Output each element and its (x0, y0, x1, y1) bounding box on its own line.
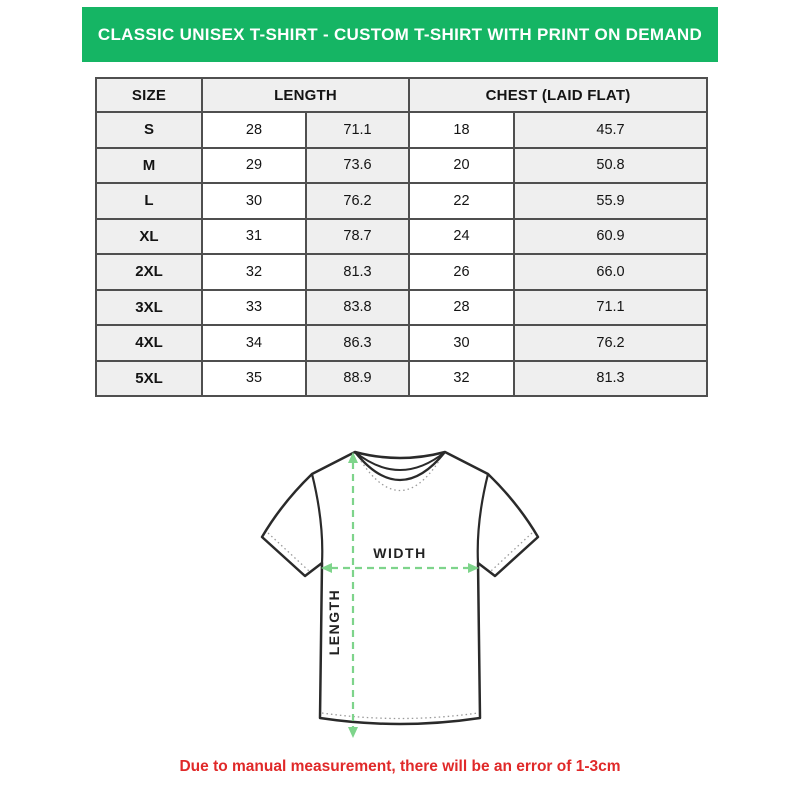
size-cell-length_in: 31 (202, 219, 306, 255)
size-cell-length_cm: 73.6 (306, 148, 409, 184)
size-cell-length_in: 32 (202, 254, 306, 290)
size-cell-chest_in: 32 (409, 361, 514, 397)
size-cell-size: 5XL (96, 361, 202, 397)
size-cell-length_cm: 83.8 (306, 290, 409, 326)
size-cell-chest_in: 22 (409, 183, 514, 219)
size-cell-length_cm: 71.1 (306, 112, 409, 148)
size-row (96, 148, 707, 184)
size-table-header-row (96, 78, 707, 112)
size-row (96, 290, 707, 326)
size-row (96, 361, 707, 397)
size-row (96, 183, 707, 219)
size-cell-size: L (96, 183, 202, 219)
size-cell-size: 4XL (96, 325, 202, 361)
size-cell-size: XL (96, 219, 202, 255)
col-header-length: LENGTH (202, 78, 409, 112)
size-cell-chest_in: 26 (409, 254, 514, 290)
size-cell-size: S (96, 112, 202, 148)
size-row (96, 219, 707, 255)
size-row (96, 254, 707, 290)
size-table (95, 77, 708, 397)
size-cell-chest_cm: 45.7 (514, 112, 707, 148)
size-cell-chest_in: 30 (409, 325, 514, 361)
col-header-size: SIZE (96, 78, 202, 112)
size-cell-chest_in: 20 (409, 148, 514, 184)
size-cell-length_in: 29 (202, 148, 306, 184)
size-cell-length_cm: 86.3 (306, 325, 409, 361)
page-title: CLASSIC UNISEX T-SHIRT - CUSTOM T-SHIRT WITH PRINT ON DEMAND (97, 24, 703, 44)
length-label: LENGTH (326, 588, 342, 656)
title-banner (82, 7, 718, 62)
size-table-body (96, 112, 707, 396)
size-cell-length_cm: 76.2 (306, 183, 409, 219)
size-cell-length_cm: 78.7 (306, 219, 409, 255)
size-cell-length_cm: 88.9 (306, 361, 409, 397)
size-cell-length_in: 35 (202, 361, 306, 397)
size-cell-chest_in: 28 (409, 290, 514, 326)
size-cell-chest_cm: 81.3 (514, 361, 707, 397)
tshirt-outline (262, 452, 538, 724)
size-row (96, 325, 707, 361)
size-cell-chest_cm: 76.2 (514, 325, 707, 361)
size-cell-chest_in: 18 (409, 112, 514, 148)
size-row (96, 112, 707, 148)
size-cell-chest_cm: 71.1 (514, 290, 707, 326)
size-cell-chest_cm: 55.9 (514, 183, 707, 219)
size-cell-chest_in: 24 (409, 219, 514, 255)
size-cell-chest_cm: 50.8 (514, 148, 707, 184)
size-cell-length_in: 33 (202, 290, 306, 326)
size-cell-length_cm: 81.3 (306, 254, 409, 290)
size-cell-size: M (96, 148, 202, 184)
width-label: WIDTH (373, 545, 427, 561)
col-header-chest: CHEST (LAID FLAT) (409, 78, 707, 112)
size-cell-size: 2XL (96, 254, 202, 290)
size-cell-size: 3XL (96, 290, 202, 326)
size-cell-chest_cm: 66.0 (514, 254, 707, 290)
tshirt-diagram (240, 430, 560, 750)
size-cell-length_in: 28 (202, 112, 306, 148)
size-cell-length_in: 34 (202, 325, 306, 361)
measurement-note: Due to manual measurement, there will be an error of 1-3cm (179, 758, 621, 775)
size-cell-chest_cm: 60.9 (514, 219, 707, 255)
size-cell-length_in: 30 (202, 183, 306, 219)
